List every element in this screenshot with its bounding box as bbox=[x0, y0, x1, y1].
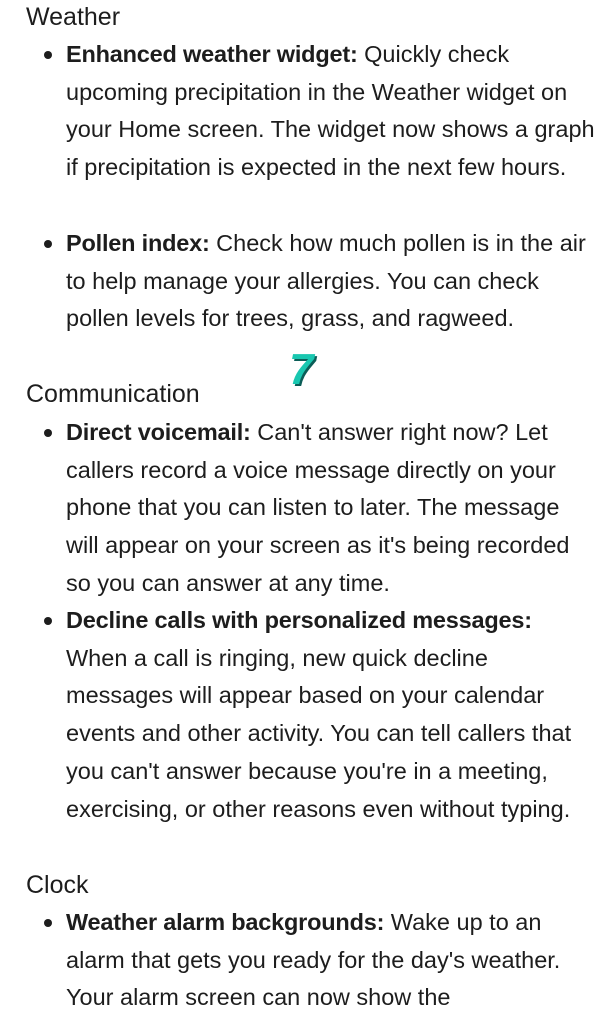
list-item-pollen-index bbox=[66, 225, 596, 338]
item-lead: Decline calls with personalized messages: bbox=[66, 607, 532, 633]
bullet-dot bbox=[44, 51, 52, 59]
section-title-weather: Weather bbox=[26, 3, 121, 31]
item-text: Check how much pollen is in the air to help manage your allergies. You can check pollen levels for trees, grass, and ragweed. bbox=[66, 230, 586, 332]
item-text: Quickly check upcoming precipitation in the Weather widget on your Home screen. The widget now shows a graph if precipitation is expected in the next few hours. bbox=[66, 41, 595, 181]
item-text: When a call is ringing, new quick decline messages will appear based on your calendar events and other activity. You can tell callers that you can't answer because you're in a meeting, exercising, or other reasons even without typing. bbox=[66, 644, 572, 822]
bullet-dot bbox=[44, 240, 52, 248]
item-lead: Direct voicemail: bbox=[66, 419, 251, 445]
item-lead: Pollen index: bbox=[66, 230, 210, 256]
section-title-clock: Clock bbox=[26, 871, 89, 899]
item-text: Wake up to an alarm that gets you ready for the day's weather. Your alarm screen can now show the bbox=[66, 909, 561, 1011]
section-title-communication: Communication bbox=[26, 380, 200, 408]
item-text: Can't answer right now? Let callers record a voice message directly on your phone that you can listen to later. The message will appear on your screen as it's being recorded so you can answer at any time. bbox=[66, 419, 570, 596]
item-lead: Enhanced weather widget: bbox=[66, 41, 358, 67]
bullet-dot bbox=[44, 919, 52, 927]
list-item-direct-voicemail bbox=[66, 414, 596, 603]
list-item-enhanced-weather-widget bbox=[66, 36, 596, 187]
bullet-dot bbox=[44, 617, 52, 625]
list-item-decline-calls bbox=[66, 602, 596, 828]
bullet-dot bbox=[44, 429, 52, 437]
item-lead: Weather alarm backgrounds: bbox=[66, 909, 385, 935]
page-number: 7 bbox=[289, 345, 314, 394]
list-item-weather-alarm-backgrounds bbox=[66, 904, 596, 1017]
